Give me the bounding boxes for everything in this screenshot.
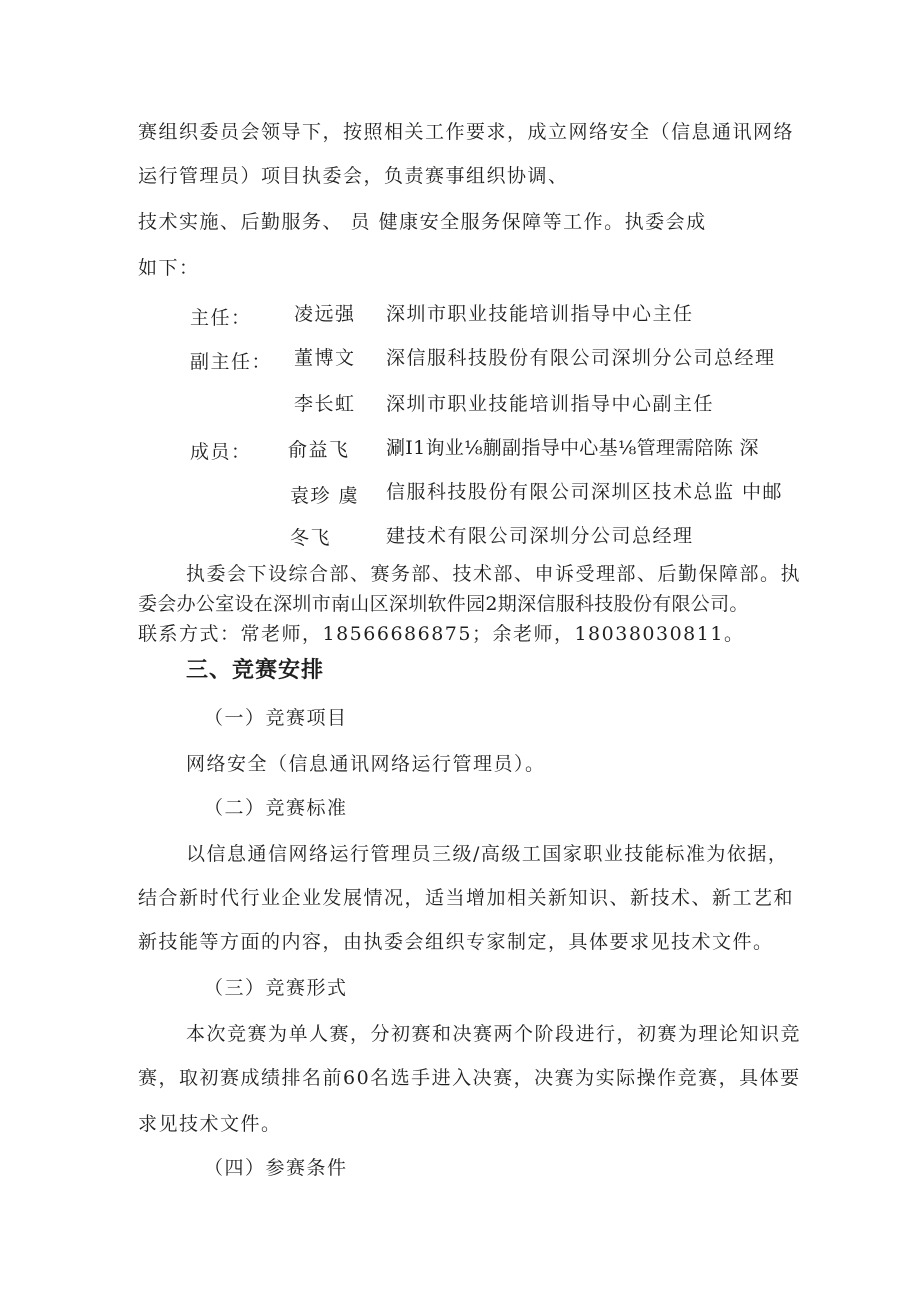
paragraph-line: 以信息通信网络运行管理员三级/高级工国家职业技能标准为依据， (186, 843, 789, 865)
committee-role: 主任： (190, 307, 252, 329)
committee-name: 袁珍 虞 (290, 485, 360, 507)
committee-desc: 深信服科技股份有限公司深圳分公司总经理 (386, 347, 776, 369)
committee-name: 俞益飞 (288, 439, 350, 461)
committee-desc: 涮I1询业⅛蒯副指导中心基⅛管理需陪陈 深 (386, 437, 759, 459)
intro-line-3: 技术实施、后勤服务、 员 健康安全服务保障等工作。执委会成 (138, 211, 707, 233)
committee-desc: 建技术有限公司深圳分公司总经理 (386, 525, 694, 547)
paragraph-line: 本次竞赛为单人赛，分初赛和决赛两个阶段进行，初赛为理论知识竞 (186, 1023, 802, 1045)
paragraph-line: 求见技术文件。 (138, 1113, 282, 1135)
committee-name: 李长虹 (294, 393, 356, 415)
committee-desc: 信服科技股份有限公司深圳区技术总监 中邮 (386, 481, 784, 503)
committee-desc: 深圳市职业技能培训指导中心副主任 (386, 393, 715, 415)
intro-line-4: 如下： (138, 257, 200, 279)
paragraph-line: 结合新时代行业企业发展情况，适当增加相关新知识、新技术、新工艺和 (138, 887, 795, 909)
committee-desc: 深圳市职业技能培训指导中心主任 (386, 303, 694, 325)
office-line-1: 执委会下设综合部、赛务部、技术部、申诉受理部、后勤保障部。执 (186, 563, 802, 585)
committee-role: 成员： (190, 441, 252, 463)
intro-line-2: 运行管理员）项目执委会，负责赛事组织协调、 (138, 165, 569, 187)
committee-role: 副主任： (190, 351, 273, 373)
office-line-3: 联系方式：常老师，18566686875；余老师，18038030811。 (138, 623, 745, 645)
subsection-title: （一）竞赛项目 (204, 707, 348, 729)
subsection-title: （三）竞赛形式 (204, 977, 348, 999)
subsection-title: （二）竞赛标准 (204, 797, 348, 819)
intro-line-1: 赛组织委员会领导下，按照相关工作要求，成立网络安全（信息通讯网络 (138, 121, 795, 143)
committee-name: 凌远强 (294, 303, 356, 325)
section-title: 三、竞赛安排 (186, 658, 325, 683)
paragraph-line: 网络安全（信息通讯网络运行管理员）。 (186, 753, 546, 775)
committee-name: 冬飞 (290, 527, 332, 549)
paragraph-line: 赛，取初赛成绩排名前60名选手进入决赛，决赛为实际操作竞赛，具体要 (138, 1067, 801, 1089)
subsection-title: （四）参赛条件 (204, 1157, 348, 1179)
paragraph-line: 新技能等方面的内容，由执委会组织专家制定，具体要求见技术文件。 (138, 931, 774, 953)
committee-name: 董博文 (294, 347, 356, 369)
office-line-2: 委会办公室设在深圳市南山区深圳软件园2期深信服科技股份有限公司。 (138, 593, 749, 615)
